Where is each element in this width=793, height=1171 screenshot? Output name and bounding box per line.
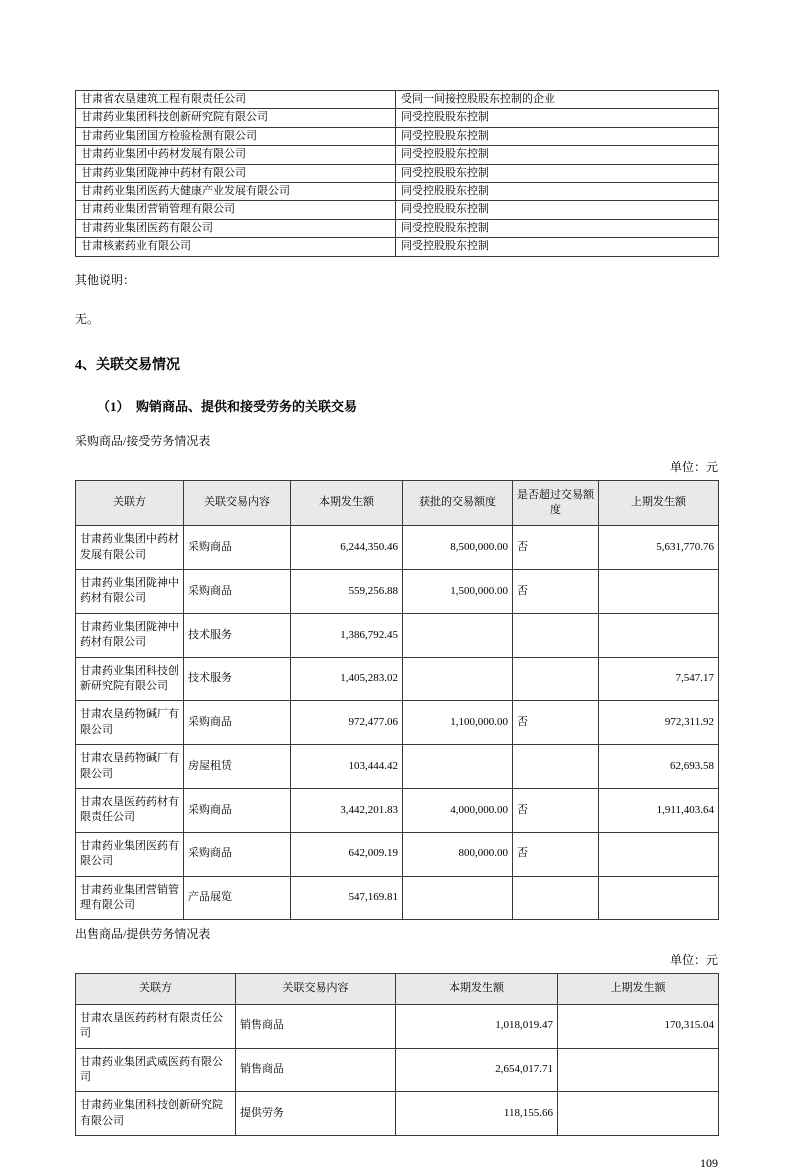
table-cell: 6,244,350.46	[291, 526, 403, 570]
table-cell: 甘肃药业集团陇神中药材有限公司	[76, 613, 184, 657]
table-cell: 103,444.42	[291, 745, 403, 789]
table-cell: 1,018,019.47	[396, 1004, 558, 1048]
table-cell: 技术服务	[184, 657, 291, 701]
table-header-row	[76, 480, 719, 526]
table-cell	[403, 657, 513, 701]
table-cell: 否	[513, 832, 599, 876]
column-header-current-amount: 本期发生额	[396, 974, 558, 1004]
table-cell: 采购商品	[184, 526, 291, 570]
table-cell: 1,911,403.64	[599, 788, 719, 832]
subsection-heading: （1） 购销商品、提供和接受劳务的关联交易	[97, 398, 358, 414]
column-header-prior-amount: 上期发生额	[599, 480, 719, 526]
table-cell: 62,693.58	[599, 745, 719, 789]
table-cell: 800,000.00	[403, 832, 513, 876]
table-row	[76, 657, 719, 701]
table-cell: 同受控股股东控制	[396, 164, 719, 182]
table-cell: 642,009.19	[291, 832, 403, 876]
table-row	[76, 613, 719, 657]
table-row	[76, 526, 719, 570]
table-cell: 否	[513, 570, 599, 614]
table-cell: 甘肃药业集团中药材发展有限公司	[76, 526, 184, 570]
sales-table-unit-label: 单位：元	[669, 953, 718, 968]
table-cell: 采购商品	[184, 832, 291, 876]
table-cell: 2,654,017.71	[396, 1048, 558, 1092]
table-cell: 547,169.81	[291, 876, 403, 920]
table-cell	[513, 876, 599, 920]
column-header-transaction-content: 关联交易内容	[236, 974, 396, 1004]
table-row	[76, 788, 719, 832]
table-cell	[599, 876, 719, 920]
column-header-related-party: 关联方	[76, 974, 236, 1004]
table-cell	[599, 832, 719, 876]
table-cell: 甘肃药业集团国方检验检测有限公司	[76, 127, 396, 145]
table-cell: 甘肃药业集团医药有限公司	[76, 832, 184, 876]
table-cell: 否	[513, 701, 599, 745]
table-cell: 甘肃农垦药物碱厂有限公司	[76, 745, 184, 789]
table-cell	[403, 745, 513, 789]
sales-table-caption: 出售商品/提供劳务情况表	[75, 927, 211, 942]
table-cell	[513, 657, 599, 701]
table-cell: 受同一间接控股股东控制的企业	[396, 91, 719, 109]
table-row	[76, 182, 719, 200]
table-row	[76, 146, 719, 164]
table-cell: 甘肃药业集团营销管理有限公司	[76, 876, 184, 920]
page-number: 109	[700, 1156, 718, 1171]
column-header-exceeds-limit: 是否超过交易额度	[513, 480, 599, 526]
table-cell	[403, 613, 513, 657]
table-cell: 甘肃药业集团医药大健康产业发展有限公司	[76, 182, 396, 200]
purchase-table-unit-label: 单位：元	[669, 459, 718, 474]
table-cell: 甘肃药业集团营销管理有限公司	[76, 201, 396, 219]
table-cell: 销售商品	[236, 1004, 396, 1048]
table-cell: 甘肃农垦医药药材有限责任公司	[76, 788, 184, 832]
table-cell: 否	[513, 788, 599, 832]
table-row	[76, 238, 719, 256]
related-parties-continuation-table	[75, 90, 719, 257]
table-cell: 采购商品	[184, 570, 291, 614]
table-cell: 972,477.06	[291, 701, 403, 745]
purchase-transactions-table	[75, 480, 719, 921]
table-cell: 170,315.04	[558, 1004, 719, 1048]
table-cell: 甘肃药业集团陇神中药材有限公司	[76, 164, 396, 182]
table-cell: 1,405,283.02	[291, 657, 403, 701]
table-row	[76, 164, 719, 182]
table-row	[76, 219, 719, 237]
table-cell: 甘肃农垦药物碱厂有限公司	[76, 701, 184, 745]
table-cell: 同受控股股东控制	[396, 127, 719, 145]
table-cell: 972,311.92	[599, 701, 719, 745]
section-heading: 4、关联交易情况	[75, 357, 180, 373]
table-cell: 3,442,201.83	[291, 788, 403, 832]
column-header-prior-amount: 上期发生额	[558, 974, 719, 1004]
table-row	[76, 1092, 719, 1136]
table-row	[76, 745, 719, 789]
purchase-table-body	[76, 526, 719, 920]
table-cell: 同受控股股东控制	[396, 219, 719, 237]
other-notes-label: 其他说明：	[75, 272, 136, 287]
table-cell: 同受控股股东控制	[396, 201, 719, 219]
sales-table-header	[76, 974, 719, 1004]
table-cell: 7,547.17	[599, 657, 719, 701]
table-cell: 4,000,000.00	[403, 788, 513, 832]
table-cell: 甘肃药业集团陇神中药材有限公司	[76, 570, 184, 614]
sales-transactions-table	[75, 973, 719, 1136]
table-cell: 1,386,792.45	[291, 613, 403, 657]
table-cell: 同受控股股东控制	[396, 238, 719, 256]
table-cell: 118,155.66	[396, 1092, 558, 1136]
table-cell: 否	[513, 526, 599, 570]
table-cell: 甘肃农垦医药药材有限责任公司	[76, 1004, 236, 1048]
table-cell	[558, 1048, 719, 1092]
table-cell: 房屋租赁	[184, 745, 291, 789]
table-cell	[599, 570, 719, 614]
table-cell	[513, 745, 599, 789]
table-cell	[558, 1092, 719, 1136]
table-cell: 甘肃药业集团医药有限公司	[76, 219, 396, 237]
table-cell: 产品展览	[184, 876, 291, 920]
other-notes-content: 无。	[75, 311, 100, 326]
table-cell: 采购商品	[184, 701, 291, 745]
column-header-related-party: 关联方	[76, 480, 184, 526]
table-cell: 559,256.88	[291, 570, 403, 614]
table-row	[76, 832, 719, 876]
table-cell: 甘肃省农垦建筑工程有限责任公司	[76, 91, 396, 109]
column-header-current-amount: 本期发生额	[291, 480, 403, 526]
table-row	[76, 201, 719, 219]
table-cell: 甘肃药业集团科技创新研究院有限公司	[76, 109, 396, 127]
table-cell	[599, 613, 719, 657]
table-row	[76, 91, 719, 109]
table-cell: 同受控股股东控制	[396, 182, 719, 200]
table-cell: 1,500,000.00	[403, 570, 513, 614]
table-cell: 同受控股股东控制	[396, 109, 719, 127]
table-cell: 甘肃药业集团科技创新研究院有限公司	[76, 657, 184, 701]
table-cell: 甘肃药业集团武威医药有限公司	[76, 1048, 236, 1092]
column-header-transaction-content: 关联交易内容	[184, 480, 291, 526]
table-cell: 技术服务	[184, 613, 291, 657]
table-cell: 采购商品	[184, 788, 291, 832]
purchase-table-header	[76, 480, 719, 526]
sales-table-body	[76, 1004, 719, 1135]
table-cell: 提供劳务	[236, 1092, 396, 1136]
table-cell: 甘肃核素药业有限公司	[76, 238, 396, 256]
table-row	[76, 570, 719, 614]
column-header-approved-limit: 获批的交易额度	[403, 480, 513, 526]
table-cell: 销售商品	[236, 1048, 396, 1092]
table-header-row	[76, 974, 719, 1004]
related-parties-table-body	[76, 91, 719, 257]
table-cell: 8,500,000.00	[403, 526, 513, 570]
table-row	[76, 1004, 719, 1048]
table-cell: 5,631,770.76	[599, 526, 719, 570]
table-row	[76, 127, 719, 145]
table-cell: 1,100,000.00	[403, 701, 513, 745]
table-cell: 甘肃药业集团中药材发展有限公司	[76, 146, 396, 164]
purchase-table-caption: 采购商品/接受劳务情况表	[75, 433, 211, 448]
table-row	[76, 1048, 719, 1092]
table-row	[76, 109, 719, 127]
table-cell: 甘肃药业集团科技创新研究院有限公司	[76, 1092, 236, 1136]
table-cell	[403, 876, 513, 920]
table-cell	[513, 613, 599, 657]
table-row	[76, 876, 719, 920]
table-row	[76, 701, 719, 745]
table-cell: 同受控股股东控制	[396, 146, 719, 164]
